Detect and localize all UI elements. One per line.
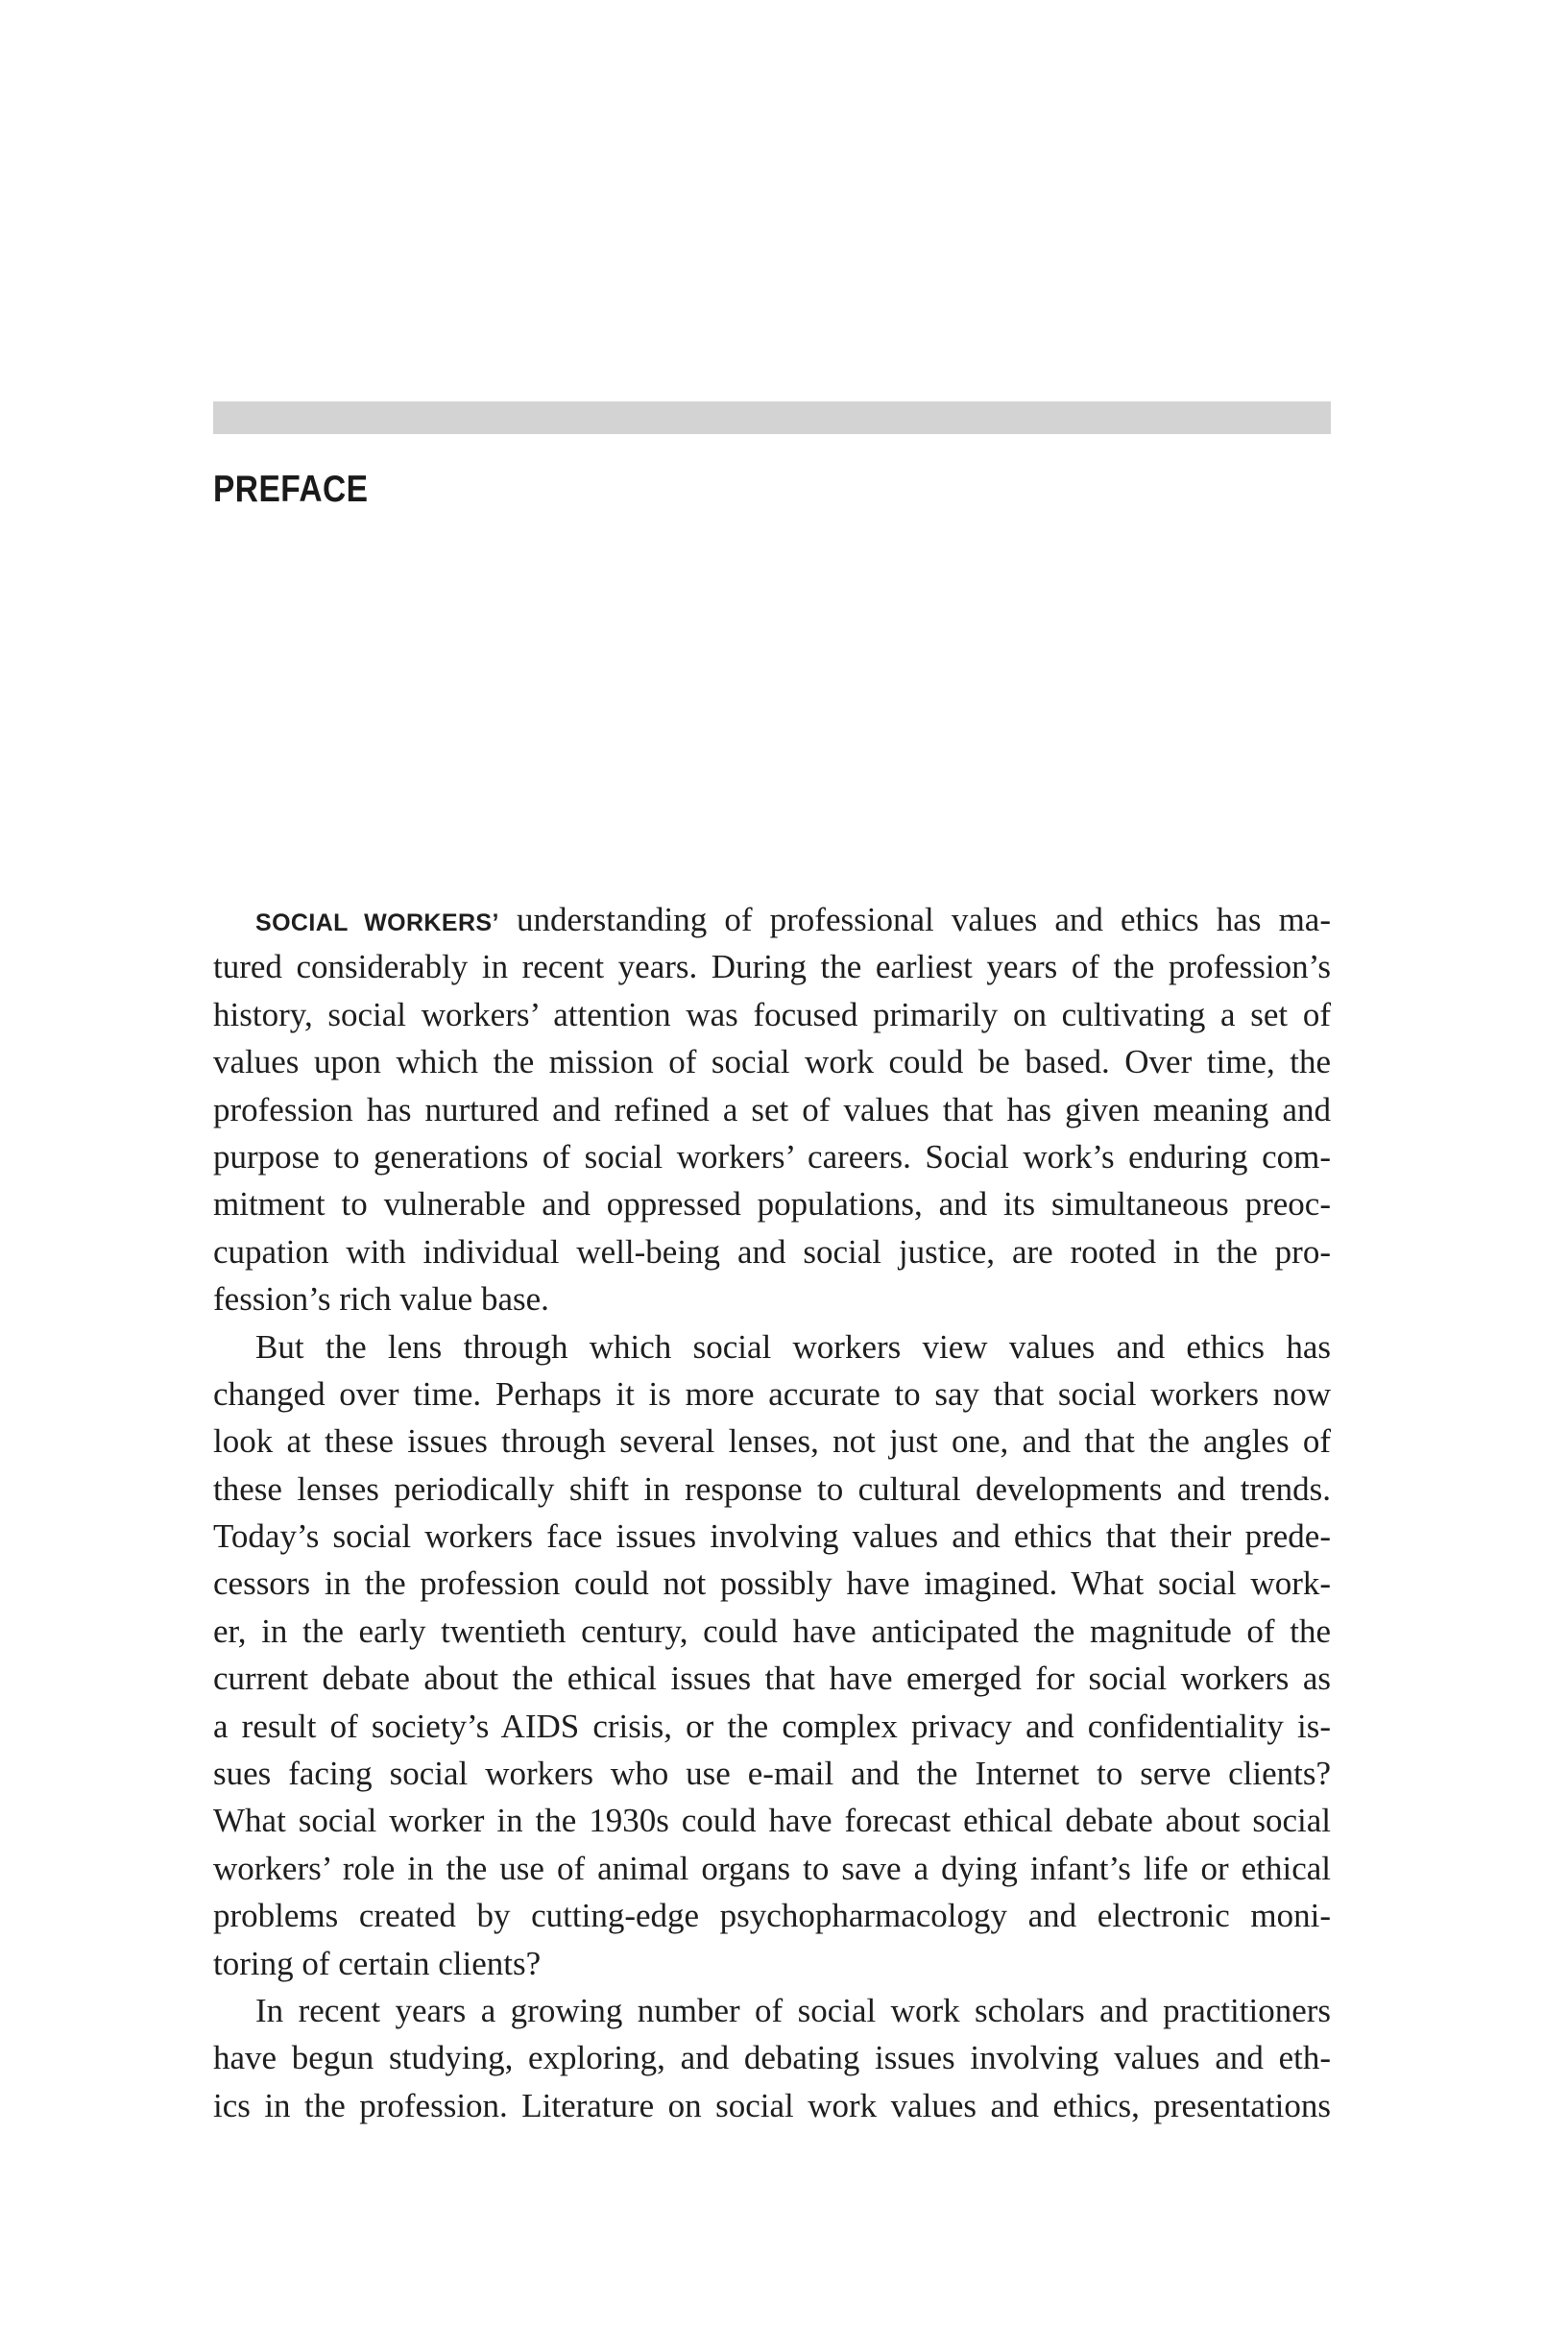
text-line: changed over time. Perhaps it is more accurate to say that social workers now <box>213 1374 1331 1413</box>
text-line: these lenses periodically shift in response to cultural developments and trends. <box>213 1469 1331 1508</box>
text-line: problems created by cutting-edge psychopharmacology and electronic moni- <box>213 1897 1331 1935</box>
text-line: look at these issues through several lenses, not just one, and that the angles of <box>213 1422 1331 1461</box>
text-line <box>213 896 1331 943</box>
text-line: toring of certain clients? <box>213 1944 542 1982</box>
text-line: What social worker in the 1930s could have forecast ethical debate about social <box>213 1802 1331 1840</box>
text-line: cessors in the profession could not possibly have imagined. What social work- <box>213 1564 1331 1603</box>
text-line: a result of society’s AIDS crisis, or the complex privacy and confidentiality is- <box>213 1707 1331 1745</box>
text-line: history, social workers’ attention was focused primarily on cultivating a set of <box>213 995 1331 1033</box>
chapter-header-rule <box>213 401 1331 434</box>
text-line: profession has nurtured and refined a set of values that has given meaning and <box>213 1090 1331 1128</box>
text-line-content: understanding of professional values and ethics has ma- <box>498 901 1331 938</box>
text-line: cupation with individual well-being and social justice, are rooted in the pro- <box>213 1232 1331 1271</box>
text-line: sues facing social workers who use e-mail and the Internet to serve clients? <box>213 1755 1331 1793</box>
text-line: workers’ role in the use of animal organs to save a dying infant’s life or ethical <box>213 1849 1331 1887</box>
text-line: purpose to generations of social workers’ careers. Social work’s enduring com- <box>213 1137 1331 1176</box>
chapter-title: PREFACE <box>213 469 369 510</box>
text-line: values upon which the mission of social work could be based. Over time, the <box>213 1043 1331 1081</box>
text-line: fession’s rich value base. <box>213 1280 549 1319</box>
text-line: In recent years a growing number of social work scholars and practitioners <box>255 1991 1331 2029</box>
text-line: But the lens through which social workers view values and ethics has <box>255 1327 1331 1366</box>
preface-body <box>213 896 1331 2129</box>
text-line: ics in the profession. Literature on social work values and ethics, presentations <box>213 2086 1331 2124</box>
text-line: current debate about the ethical issues that have emerged for social workers as <box>213 1660 1331 1698</box>
text-line: have begun studying, exploring, and debating issues involving values and eth- <box>213 2039 1331 2077</box>
text-line: er, in the early twentieth century, could have anticipated the magnitude of the <box>213 1612 1331 1650</box>
text-line: Today’s social workers face issues involving values and ethics that their prede- <box>213 1517 1331 1556</box>
text-line: mitment to vulnerable and oppressed populations, and its simultaneous preoc- <box>213 1185 1331 1224</box>
lead-in-caps: SOCIAL WORKERS’ <box>255 909 499 936</box>
text-line: tured considerably in recent years. During the earliest years of the profession’s <box>213 948 1331 986</box>
